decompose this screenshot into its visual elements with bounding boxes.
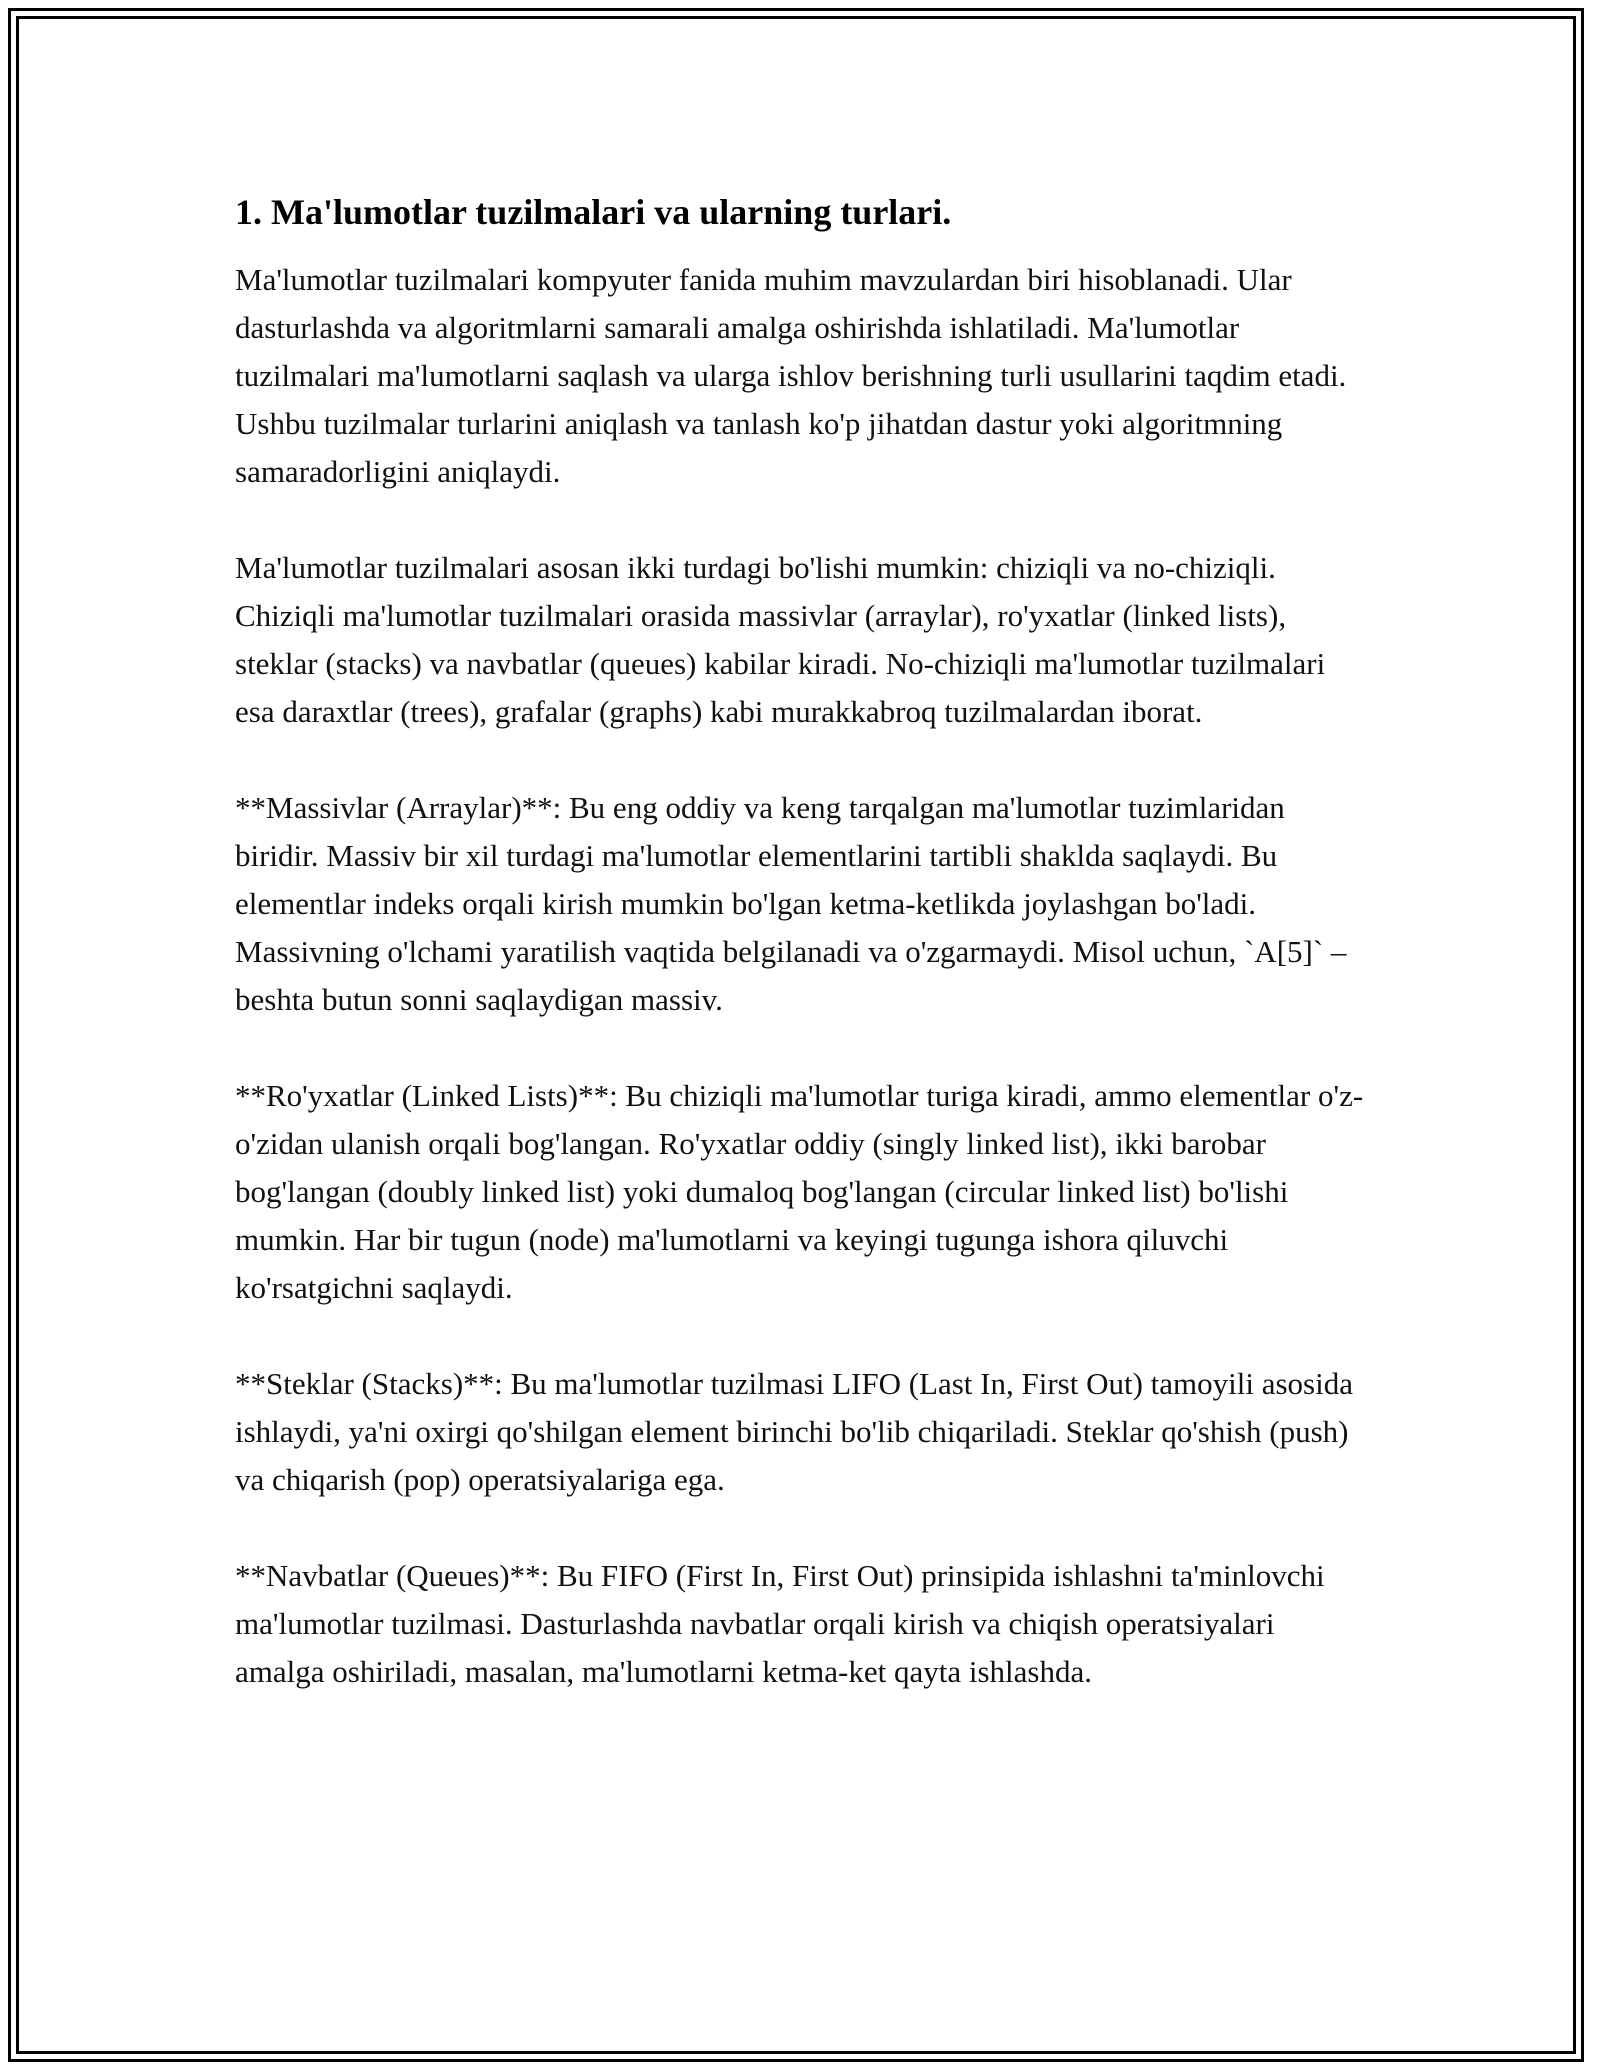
paragraph-intro: Ma'lumotlar tuzilmalari kompyuter fanida muhim mavzulardan biri hisoblanadi. Ular dasturlashda va algoritmlarni samarali amalga oshirishda ishlatiladi. Ma'lumotlar tuzilmalari ma'lumotlarni saqlash va ularga ishlov berishning turli usullarini taqdim etadi. Ushbu tuzilmalar turlarini aniqlash va tanlash ko'p jihatdan dastur yoki algoritmning samaradorligini aniqlaydi. xyxy=(235,262,1347,489)
section-heading: 1. Ma'lumotlar tuzilmalari va ularning turlari. xyxy=(235,192,952,232)
paragraph-arrays: **Massivlar (Arraylar)**: Bu eng oddiy va keng tarqalgan ma'lumotlar tuzimlaridan biridir. Massiv bir xil turdagi ma'lumotlar elementlarini tartibli shaklda saqlaydi. Bu elementlar indeks orqali kirish mumkin bo'lgan ketma-ketlikda joylashgan bo'ladi. Massivning o'lchami yaratilish vaqtida belgilanadi va o'zgarmaydi. Misol uchun, `A[5]` – beshta butun sonni saqlaydigan massiv. xyxy=(235,790,1347,1017)
document-body xyxy=(235,188,1365,1744)
paragraph-queues: **Navbatlar (Queues)**: Bu FIFO (First In, First Out) prinsipida ishlashni ta'minlovchi ma'lumotlar tuzilmasi. Dasturlashda navbatlar orqali kirish va chiqish operatsiyalari amalga oshiriladi, masalan, ma'lumotlarni ketma-ket qayta ishlashda. xyxy=(235,1558,1325,1689)
paragraph-linked-lists: **Ro'yxatlar (Linked Lists)**: Bu chiziqli ma'lumotlar turiga kiradi, ammo elementlar o'z-o'zidan ulanish orqali bog'langan. Ro'yxatlar oddiy (singly linked list), ikki barobar bog'langan (doubly linked list) yoki dumaloq bog'langan (circular linked list) bo'lishi mumkin. Har bir tugun (node) ma'lumotlarni va keyingi tugunga ishora qiluvchi ko'rsatgichni saqlaydi. xyxy=(235,1078,1364,1305)
paragraph-stacks: **Steklar (Stacks)**: Bu ma'lumotlar tuzilmasi LIFO (Last In, First Out) tamoyili asosida ishlaydi, ya'ni oxirgi qo'shilgan element birinchi bo'lib chiqariladi. Steklar qo'shish (push) va chiqarish (pop) operatsiyalariga ega. xyxy=(235,1366,1353,1497)
paragraph-types: Ma'lumotlar tuzilmalari asosan ikki turdagi bo'lishi mumkin: chiziqli va no-chiziqli. Chiziqli ma'lumotlar tuzilmalari orasida massivlar (arraylar), ro'yxatlar (linked lists), steklar (stacks) va navbatlar (queues) kabilar kiradi. No-chiziqli ma'lumotlar tuzilmalari esa daraxtlar (trees), grafalar (graphs) kabi murakkabroq tuzilmalardan iborat. xyxy=(235,550,1326,729)
